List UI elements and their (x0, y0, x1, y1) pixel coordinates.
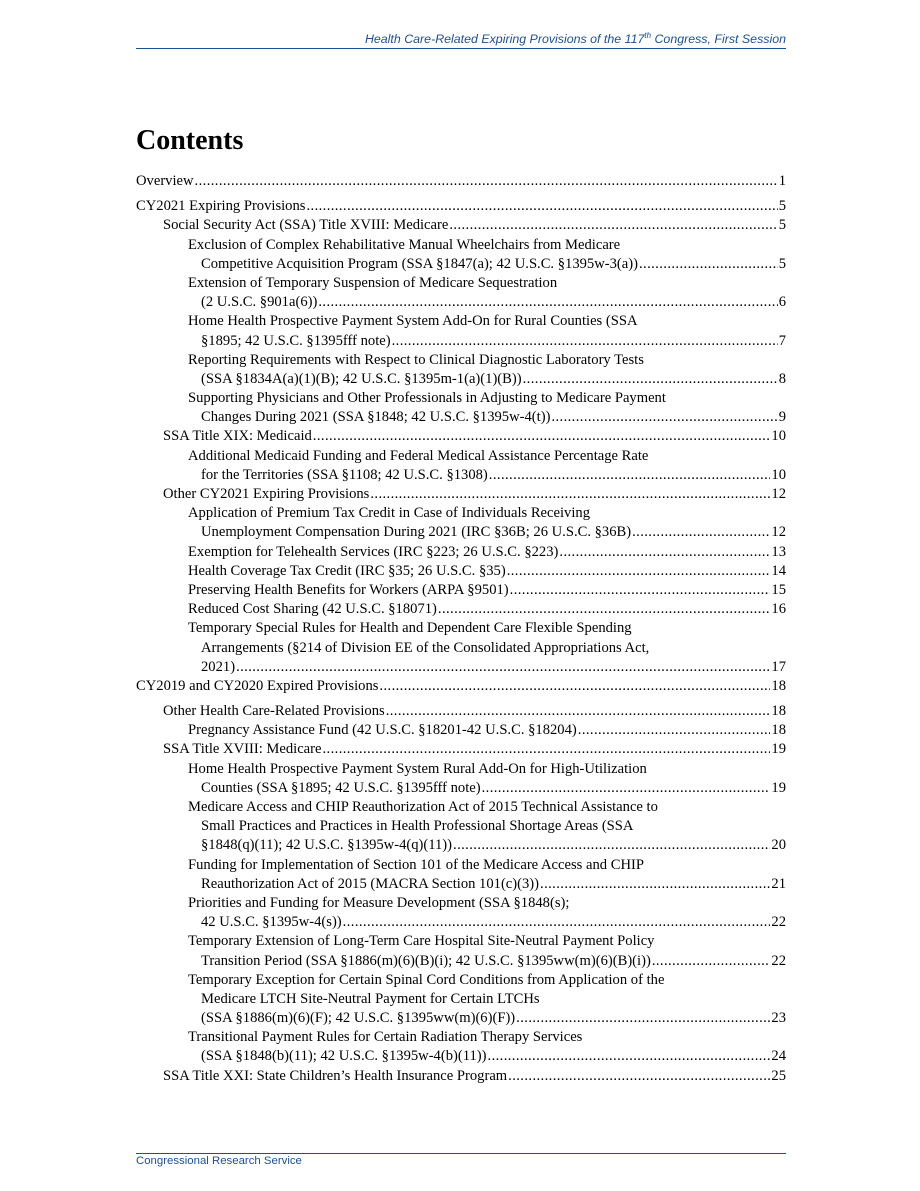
toc-dot-leader (578, 721, 771, 740)
toc-entry-text: Arrangements (§214 of Division EE of the Consolidated Appropriations Act, (201, 639, 650, 656)
toc-page-number: 10 (771, 466, 786, 483)
toc-dot-leader (639, 255, 778, 274)
toc-entry[interactable] (136, 721, 786, 740)
toc-entry-text: CY2021 Expiring Provisions (136, 198, 306, 215)
toc-entry-text: SSA Title XIX: Medicaid (163, 428, 312, 445)
toc-dot-leader (488, 1047, 771, 1066)
toc-entry-text: Home Health Prospective Payment System Rural Add-On for High-Utilization (188, 760, 647, 777)
toc-entry[interactable] (136, 856, 786, 894)
toc-entry-text: CY2019 and CY2020 Expired Provisions (136, 677, 379, 694)
toc-entry-text: Funding for Implementation of Section 101 of the Medicare Access and CHIP (188, 856, 644, 873)
toc-entry-text: Temporary Special Rules for Health and Dependent Care Flexible Spending (188, 620, 632, 637)
toc-entry-text: Small Practices and Practices in Health Professional Shortage Areas (SSA (201, 818, 634, 835)
toc-dot-leader (652, 952, 771, 971)
toc-dot-leader (313, 427, 771, 446)
toc-page-number: 5 (778, 255, 786, 272)
toc-entry-text: (2 U.S.C. §901a(6)) (201, 294, 318, 311)
toc-entry[interactable] (136, 504, 786, 542)
toc-dot-leader (343, 913, 771, 932)
toc-page-number: 22 (771, 914, 786, 931)
toc-entry-text: Additional Medicaid Funding and Federal Medical Assistance Percentage Rate (188, 447, 649, 464)
toc-entry[interactable] (136, 543, 786, 562)
toc-entry[interactable] (136, 172, 786, 191)
toc-page-number: 9 (778, 409, 786, 426)
header-rule (136, 48, 786, 49)
toc-dot-leader (438, 600, 771, 619)
toc-entry[interactable] (136, 798, 786, 856)
toc-entry-text: Application of Premium Tax Credit in Case of Individuals Receiving (188, 505, 590, 522)
toc-entry[interactable] (136, 619, 786, 677)
toc-entry-text: Medicare Access and CHIP Reauthorization Act of 2015 Technical Assistance to (188, 799, 658, 815)
toc-entry-text: for the Territories (SSA §1108; 42 U.S.C. §1308) (201, 466, 488, 483)
toc-entry-text: 2021) (201, 658, 236, 675)
toc-entry-text: Changes During 2021 (SSA §1848; 42 U.S.C. §1395w-4(t)) (201, 409, 551, 426)
toc-dot-leader (507, 562, 771, 581)
toc-entry[interactable] (136, 236, 786, 274)
toc-entry-text: Preserving Health Benefits for Workers (ARPA §9501) (188, 581, 509, 598)
toc-dot-leader (392, 332, 778, 351)
toc-entry-text: Temporary Exception for Certain Spinal Cord Conditions from Application of the (188, 971, 665, 988)
toc-dot-leader (523, 370, 778, 389)
toc-page-number: 20 (771, 837, 786, 854)
toc-entry[interactable] (136, 894, 786, 932)
toc-entry[interactable] (136, 702, 786, 721)
toc-entry-text: §1848(q)(11); 42 U.S.C. §1395w-4(q)(11)) (201, 837, 453, 854)
toc-page-number: 10 (771, 428, 786, 445)
running-header-text-end: Congress, First Session (651, 32, 786, 46)
toc-entry-text: Other Health Care-Related Provisions (163, 703, 385, 720)
toc-page-number: 19 (771, 741, 786, 758)
toc-page-number: 22 (771, 952, 786, 969)
toc-entry-text: Transition Period (SSA §1886(m)(6)(B)(i); 42 U.S.C. §1395ww(m)(6)(B)(i)) (201, 952, 651, 969)
toc-entry-text: Exclusion of Complex Rehabilitative Manual Wheelchairs from Medicare (188, 236, 621, 253)
toc-entry[interactable] (136, 1028, 786, 1066)
running-header-superscript: th (644, 30, 652, 40)
toc-entry-text: Exemption for Telehealth Services (IRC §223; 26 U.S.C. §223) (188, 543, 559, 560)
toc-page-number: 18 (771, 703, 786, 720)
toc-dot-leader (508, 1067, 770, 1086)
toc-entry[interactable] (136, 427, 786, 446)
toc-dot-leader (510, 581, 771, 600)
toc-entry[interactable] (136, 485, 786, 504)
toc-entry-text: (SSA §1886(m)(6)(F); 42 U.S.C. §1395ww(m)(6)(F)) (201, 1010, 516, 1027)
toc-entry[interactable] (136, 197, 786, 216)
toc-entry[interactable] (136, 312, 786, 350)
page-title: Contents (136, 125, 244, 156)
toc-entry[interactable] (136, 581, 786, 600)
toc-entry-text: Other CY2021 Expiring Provisions (163, 486, 370, 502)
toc-entry-text: Social Security Act (SSA) Title XVIII: Medicare (163, 217, 449, 234)
toc-dot-leader (632, 523, 770, 542)
toc-entry-text: 42 U.S.C. §1395w-4(s)) (201, 914, 342, 931)
toc-page-number: 18 (771, 677, 786, 694)
toc-entry-text: Reauthorization Act of 2015 (MACRA Section 101(c)(3)) (201, 875, 540, 892)
toc-entry[interactable] (136, 971, 786, 1029)
toc-entry[interactable] (136, 760, 786, 798)
toc-page-number: 25 (771, 1067, 786, 1084)
toc-page-number: 14 (771, 562, 786, 579)
toc-entry-text: Supporting Physicians and Other Professionals in Adjusting to Medicare Payment (188, 390, 666, 407)
toc-page-number: 23 (771, 1010, 786, 1027)
toc-entry[interactable] (136, 447, 786, 485)
running-header (136, 32, 786, 48)
toc-dot-leader (236, 658, 770, 677)
toc-entry-text: Pregnancy Assistance Fund (42 U.S.C. §18201-42 U.S.C. §18204) (188, 722, 577, 739)
toc-dot-leader (551, 408, 777, 427)
toc-entry[interactable] (136, 1067, 786, 1086)
toc-entry-text: (SSA §1848(b)(11); 42 U.S.C. §1395w-4(b)(11)) (201, 1048, 487, 1065)
toc-entry-text: Transitional Payment Rules for Certain Radiation Therapy Services (188, 1029, 583, 1046)
toc-dot-leader (449, 216, 777, 235)
toc-entry-text: (SSA §1834A(a)(1)(B); 42 U.S.C. §1395m-1(a)(1)(B)) (201, 370, 522, 387)
toc-entry[interactable] (136, 389, 786, 427)
toc-page-number: 18 (771, 722, 786, 739)
toc-entry-text: SSA Title XXI: State Children’s Health Insurance Program (163, 1067, 508, 1084)
footer: Congressional Research Service (136, 1155, 302, 1167)
footer-rule (136, 1153, 786, 1154)
toc-page-number: 5 (778, 198, 786, 215)
toc-entry-text: Temporary Extension of Long-Term Care Hospital Site-Neutral Payment Policy (188, 933, 655, 950)
toc-page-number: 6 (778, 294, 786, 311)
toc-dot-leader (453, 836, 770, 855)
toc-page-number: 16 (771, 601, 786, 618)
toc-page-number: 8 (778, 370, 786, 387)
toc-dot-leader (318, 293, 777, 312)
toc-entry-text: Extension of Temporary Suspension of Medicare Sequestration (188, 274, 558, 291)
toc-dot-leader (516, 1009, 770, 1028)
toc-dot-leader (323, 740, 771, 759)
toc-entry-text: Medicare LTCH Site-Neutral Payment for Certain LTCHs (201, 990, 540, 1007)
toc-page-number: 17 (771, 658, 786, 675)
toc-page-number: 1 (778, 173, 786, 189)
toc-dot-leader (386, 702, 771, 721)
toc-entry-text: Reduced Cost Sharing (42 U.S.C. §18071) (188, 601, 437, 618)
table-of-contents (136, 172, 786, 1086)
toc-entry-text: Priorities and Funding for Measure Development (SSA §1848(s); (188, 894, 570, 911)
toc-page-number: 5 (778, 217, 786, 234)
toc-page-number: 12 (771, 524, 786, 541)
toc-page-number: 19 (771, 779, 786, 796)
toc-entry-text: SSA Title XVIII: Medicare (163, 741, 322, 758)
toc-entry-text: Reporting Requirements with Respect to Clinical Diagnostic Laboratory Tests (188, 351, 644, 368)
toc-entry[interactable] (136, 600, 786, 619)
running-header-text: Health Care-Related Expiring Provisions of the 117 (364, 32, 645, 46)
toc-page-number: 15 (771, 581, 786, 598)
toc-dot-leader (195, 172, 778, 191)
toc-entry[interactable] (136, 351, 786, 389)
toc-entry-text: Counties (SSA §1895; 42 U.S.C. §1395fff note) (201, 779, 481, 796)
toc-dot-leader (482, 779, 771, 798)
toc-dot-leader (379, 677, 770, 696)
toc-dot-leader (559, 543, 770, 562)
toc-page-number: 7 (778, 332, 786, 349)
toc-entry-text: Health Coverage Tax Credit (IRC §35; 26 U.S.C. §35) (188, 562, 506, 579)
toc-dot-leader (370, 485, 770, 504)
toc-page-number: 21 (771, 875, 786, 892)
toc-entry-text: Home Health Prospective Payment System Add-On for Rural Counties (SSA (188, 313, 638, 330)
toc-dot-leader (540, 875, 770, 894)
toc-dot-leader (306, 197, 777, 216)
toc-page-number: 13 (771, 543, 786, 560)
toc-dot-leader (489, 466, 771, 485)
toc-page-number: 12 (771, 486, 786, 502)
toc-entry-text: Unemployment Compensation During 2021 (IRC §36B; 26 U.S.C. §36B) (201, 524, 632, 541)
toc-entry[interactable] (136, 677, 786, 696)
toc-entry-text: §1895; 42 U.S.C. §1395fff note) (201, 332, 391, 349)
toc-entry[interactable] (136, 562, 786, 581)
toc-page-number: 24 (771, 1048, 786, 1065)
toc-entry[interactable] (136, 932, 786, 970)
toc-entry[interactable] (136, 216, 786, 235)
toc-entry-text: Competitive Acquisition Program (SSA §1847(a); 42 U.S.C. §1395w-3(a)) (201, 255, 638, 272)
toc-entry[interactable] (136, 274, 786, 312)
toc-entry[interactable] (136, 740, 786, 759)
toc-entry-text: Overview (136, 173, 194, 189)
